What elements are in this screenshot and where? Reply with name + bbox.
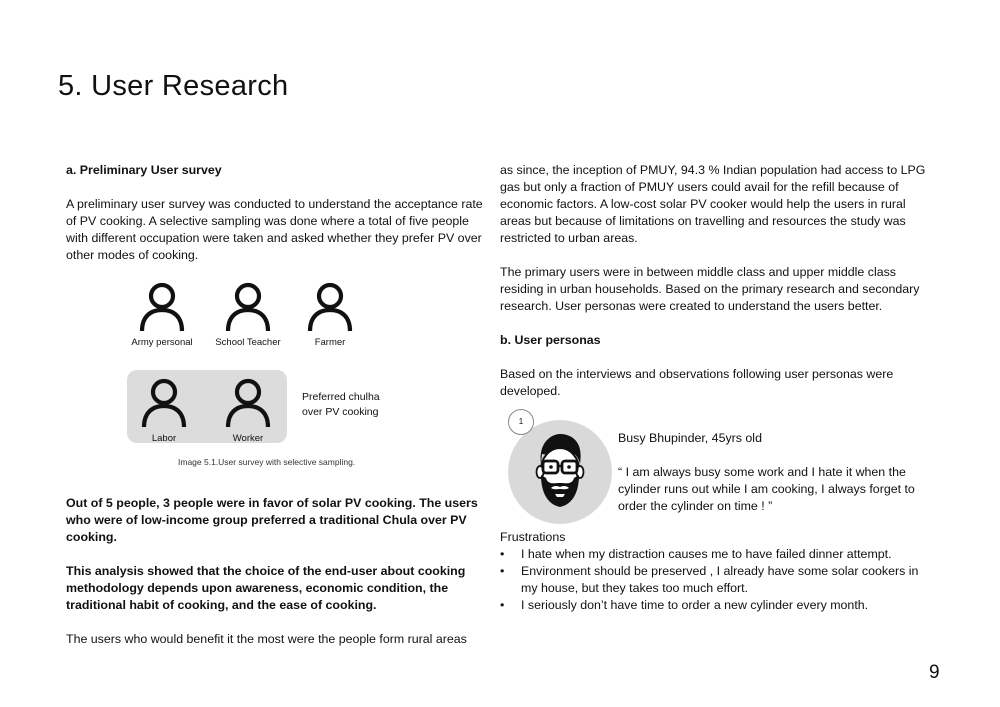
person-label-teacher: School Teacher — [215, 337, 281, 348]
personas-heading: b. User personas — [500, 333, 601, 347]
preferred-chulha-label: Preferred chulha over PV cooking — [302, 391, 380, 418]
person-label-worker: Worker — [232, 433, 264, 444]
right-column — [500, 162, 936, 614]
pmuy-paragraph: as since, the inception of PMUY, 94.3 % Indian population had access to LPG gas but only a fraction of PMUY users could avail for the refill because of economic factors. A low-cost solar PV cooker would help the users in rural areas but because of limitations on travelling and resources the study was restricted to urban areas. — [500, 163, 926, 245]
list-item: • I hate when my distraction causes me to have failed dinner attempt. — [500, 546, 936, 563]
person-worker — [224, 377, 272, 445]
survey-figure — [66, 269, 484, 469]
survey-analysis: This analysis showed that the choice of the end-user about cooking methodology depends upon awareness, economic condition, the traditional habit of cooking, and the ease of cooking. — [66, 564, 466, 612]
person-teacher — [208, 281, 288, 349]
frustrations-title: Frustrations — [500, 530, 566, 544]
person-icon — [224, 377, 272, 429]
figure-caption: Image 5.1.User survey with selective sampling. — [178, 457, 356, 467]
survey-heading: a. Preliminary User survey — [66, 163, 222, 177]
persona-quote: “ I am always busy some work and I hate it when the cylinder runs out while I am cooking, I always forget to order the cylinder on time ! ” — [618, 465, 915, 513]
survey-intro: A preliminary user survey was conducted to understand the acceptance rate of PV cooking. A selective sampling was done where a total of five people with different occupation were taken and asked whether they prefer PV over other modes of cooking. — [66, 197, 483, 262]
person-label-army: Army personal — [131, 337, 193, 348]
persona-card — [500, 409, 936, 529]
left-column — [66, 162, 484, 648]
primary-users-paragraph: The primary users were in between middle class and upper middle class residing in urban households. Based on the primary research and secondary research. User personas were created to understand the users better. — [500, 265, 920, 313]
person-labor — [140, 377, 188, 445]
page-title: 5. User Research — [58, 70, 289, 102]
person-label-labor: Labor — [151, 433, 177, 444]
personas-intro: Based on the interviews and observations following user personas were developed. — [500, 367, 894, 398]
persona-name: Busy Bhupinder, 45yrs old — [618, 431, 762, 445]
person-label-farmer: Farmer — [314, 337, 346, 348]
bearded-man-icon — [508, 420, 612, 524]
frustrations-list — [500, 546, 936, 614]
person-icon — [138, 281, 186, 333]
person-army — [126, 281, 198, 349]
page-number: 9 — [929, 662, 940, 683]
list-item: • Environment should be preserved , I already have some solar cookers in my house, but they takes too much effort. — [500, 563, 936, 597]
person-icon — [306, 281, 354, 333]
person-farmer — [298, 281, 362, 349]
person-icon — [224, 281, 272, 333]
survey-closing: The users who would benefit it the most were the people form rural areas — [66, 632, 467, 646]
person-icon — [140, 377, 188, 429]
list-item: • I seriously don’t have time to order a new cylinder every month. — [500, 597, 936, 614]
avatar — [508, 420, 612, 524]
persona-number-badge: 1 — [508, 409, 534, 435]
survey-result: Out of 5 people, 3 people were in favor of solar PV cooking. The users who were of low-income group preferred a traditional Chula over PV cooking. — [66, 496, 478, 544]
